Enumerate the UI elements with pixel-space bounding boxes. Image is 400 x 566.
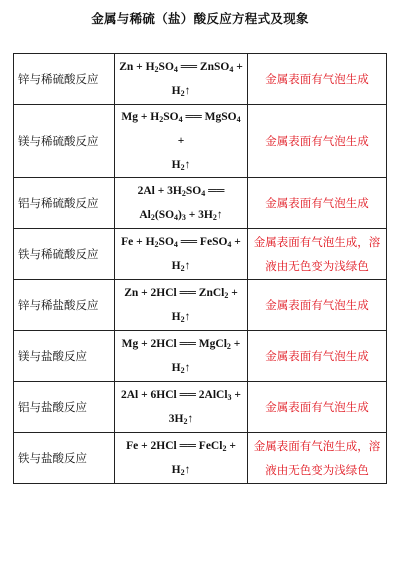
reaction-name-cell: 铁与盐酸反应 [14,433,115,484]
table-row [14,229,387,280]
table-row [14,105,387,178]
chemical-equation-cell: Zn + 2HCl ══ ZnCl$_2$ + $H_2↑$ [115,280,248,331]
page-title: 金属与稀硫（盐）酸反应方程式及现象 [91,11,309,26]
reaction-name-cell: 锌与稀盐酸反应 [14,280,115,331]
reaction-name-cell: 铝与稀硫酸反应 [14,178,115,229]
reaction-name-cell: 铝与盐酸反应 [14,382,115,433]
table-row [14,178,387,229]
phenomenon-cell: 金属表面有气泡生成 [248,280,387,331]
reaction-name-cell: 镁与盐酸反应 [14,331,115,382]
table-row [14,54,387,105]
chemical-equation-cell: $Mg + H_2SO_4$ ══ MgSO$_4$ + $H_2↑$ [115,105,248,178]
chemical-equation-cell: 2Al + 6HCl ══ 2AlCl$_3$ + $3H_2↑$ [115,382,248,433]
table-row [14,280,387,331]
phenomenon-cell: 金属表面有气泡生成 [248,331,387,382]
phenomenon-cell: 金属表面有气泡生成 [248,178,387,229]
table-row [14,382,387,433]
phenomenon-cell: 金属表面有气泡生成 [248,105,387,178]
chemical-equation-cell: $Fe + H_2SO_4$ ══ FeSO$_4$ + $H_2↑$ [115,229,248,280]
phenomenon-cell: 金属表面有气泡生成，溶液由无色变为浅绿色 [248,229,387,280]
chemical-equation-cell: Mg + 2HCl ══ MgCl$_2$ + $H_2↑$ [115,331,248,382]
chemical-equation-cell: $2Al + 3H_2SO_4$ ══ $Al_2(SO_4)_3$ + $3H_2↑$ [115,178,248,229]
reaction-name-cell: 铁与稀硫酸反应 [14,229,115,280]
chemical-equation-cell: Fe + 2HCl ══ FeCl$_2$ + $H_2↑$ [115,433,248,484]
table-row [14,331,387,382]
phenomenon-cell: 金属表面有气泡生成，溶液由无色变为浅绿色 [248,433,387,484]
reaction-table [13,53,387,484]
reaction-name-cell: 锌与稀硫酸反应 [14,54,115,105]
table-row [14,433,387,484]
reaction-name-cell: 镁与稀硫酸反应 [14,105,115,178]
phenomenon-cell: 金属表面有气泡生成 [248,382,387,433]
phenomenon-cell: 金属表面有气泡生成 [248,54,387,105]
reaction-table-body [14,54,387,484]
chemical-equation-cell: $Zn + H_2SO_4$ ══ ZnSO$_4$ + $H_2↑$ [115,54,248,105]
